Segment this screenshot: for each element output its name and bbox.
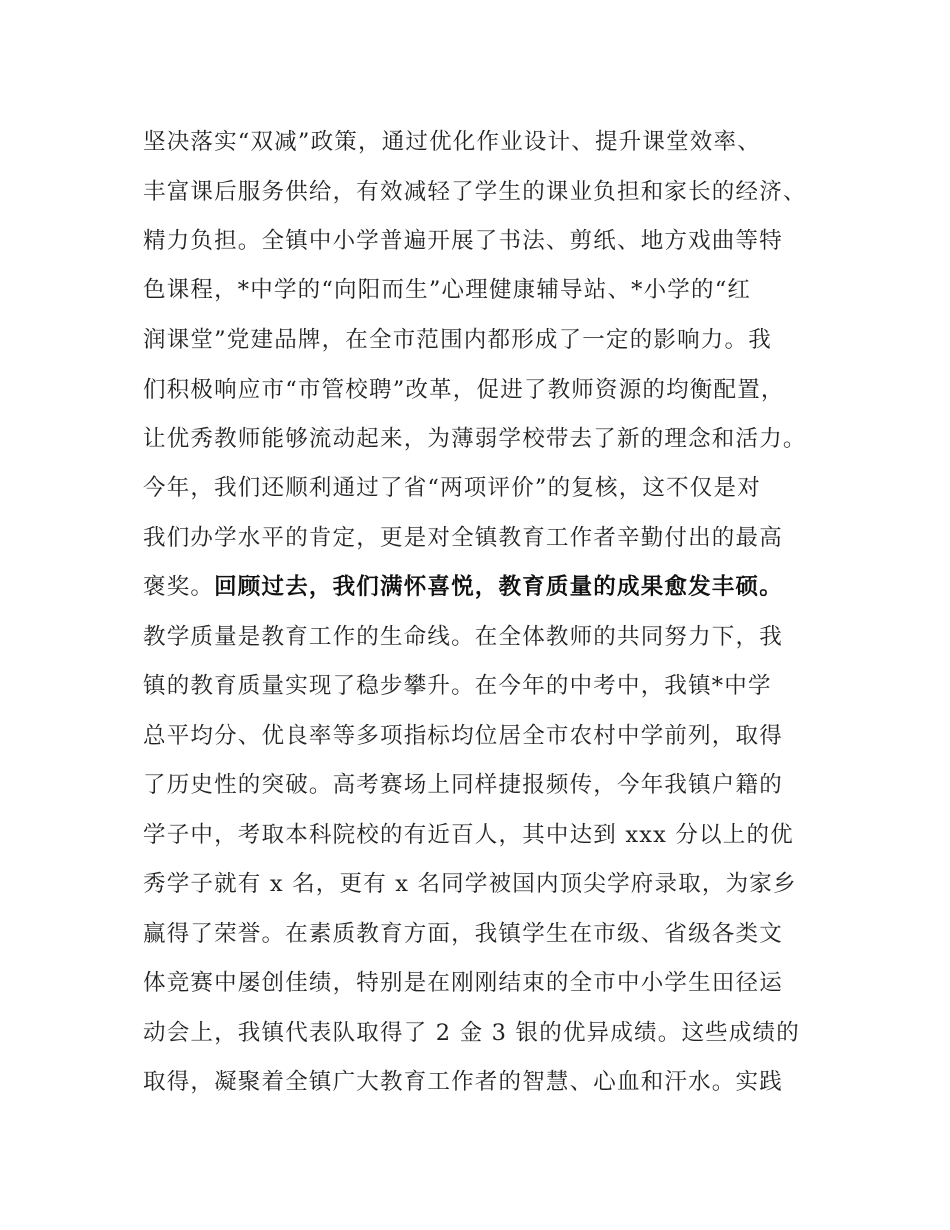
body-line: 精力负担。全镇中小学普遍开展了书法、剪纸、地方戏曲等特 <box>143 228 783 254</box>
body-line: 润课堂”党建品牌，在全市范围内都形成了一定的影响力。我 <box>143 327 772 353</box>
body-line: 坚决落实“双减”政策，通过优化作业设计、提升课堂效率、 <box>143 129 761 155</box>
body-line: 总平均分、优良率等多项指标均位居全市农村中学前列，取得 <box>143 723 783 749</box>
body-line: 学子中，考取本科院校的有近百人，其中达到 xxx 分以上的优 <box>143 822 794 848</box>
body-line: 让优秀教师能够流动起来，为薄弱学校带去了新的理念和活力。 <box>143 426 807 452</box>
body-line: 秀学子就有 x 名，更有 x 名同学被国内顶尖学府录取，为家乡 <box>143 871 797 897</box>
body-line: 赢得了荣誉。在素质教育方面，我镇学生在市级、省级各类文 <box>143 921 783 947</box>
body-line: 镇的教育质量实现了稳步攀升。在今年的中考中，我镇*中学 <box>143 673 772 699</box>
section-heading: 回顾过去，我们满怀喜悦，教育质量的成果愈发丰硕。 <box>214 574 783 600</box>
body-line: 们积极响应市“市管校聘”改革，促进了教师资源的均衡配置， <box>143 377 785 403</box>
body-line: 动会上，我镇代表队取得了 2 金 3 银的优异成绩。这些成绩的 <box>143 1020 800 1046</box>
body-line: 今年，我们还顺利通过了省“两项评价”的复核，这不仅是对 <box>143 475 761 501</box>
body-line: 色课程，*中学的“向阳而生”心理健康辅导站、*小学的“红 <box>143 277 752 303</box>
body-line: 教学质量是教育工作的生命线。在全体教师的共同努力下，我 <box>143 624 783 650</box>
body-line: 了历史性的突破。高考赛场上同样捷报频传，今年我镇户籍的 <box>143 772 783 798</box>
body-line: 体竞赛中屡创佳绩，特别是在刚刚结束的全市中小学生田径运 <box>143 970 783 996</box>
body-line: 丰富课后服务供给，有效减轻了学生的课业负担和家长的经济、 <box>143 179 807 205</box>
body-text: 褒奖。 <box>143 574 215 600</box>
body-line: 取得，凝聚着全镇广大教育工作者的智慧、心血和汗水。实践 <box>143 1069 783 1095</box>
body-line: 我们办学水平的肯定，更是对全镇教育工作者辛勤付出的最高 <box>143 525 783 551</box>
body-line-with-heading <box>143 567 783 607</box>
